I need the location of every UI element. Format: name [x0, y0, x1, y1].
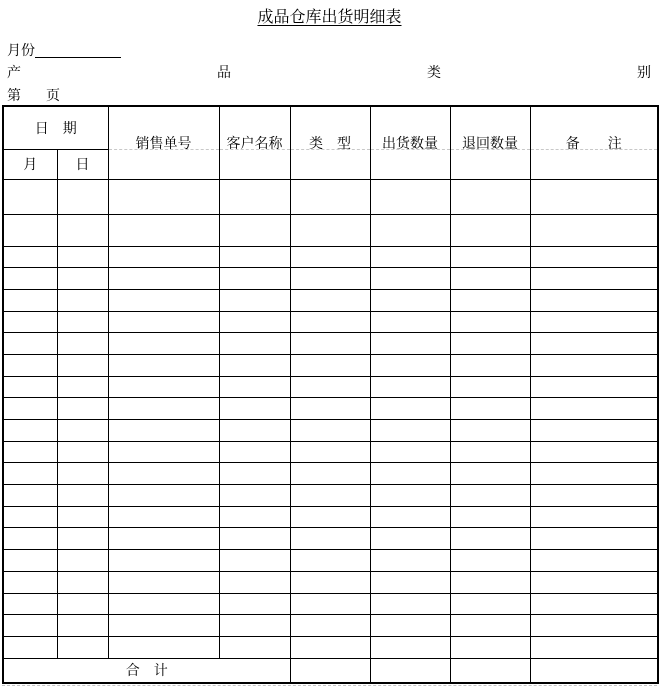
table-cell[interactable]: [290, 485, 370, 507]
table-row: [3, 354, 658, 376]
table-cell[interactable]: [450, 333, 530, 355]
col-header-customer-name: 客户名称: [219, 106, 290, 179]
table-cell[interactable]: [530, 289, 658, 311]
category-char-4: 别: [637, 64, 651, 80]
table-cell[interactable]: [290, 550, 370, 572]
table-cell[interactable]: [290, 593, 370, 615]
table-row: [3, 214, 658, 246]
table-cell[interactable]: [3, 376, 57, 398]
table-cell[interactable]: [530, 268, 658, 290]
table-cell[interactable]: [450, 179, 530, 214]
table-cell[interactable]: [450, 571, 530, 593]
table-cell[interactable]: [290, 311, 370, 333]
table-cell[interactable]: [530, 376, 658, 398]
table-cell[interactable]: [290, 214, 370, 246]
table-cell[interactable]: [290, 354, 370, 376]
table-row: [3, 485, 658, 507]
table-cell[interactable]: [530, 246, 658, 268]
page-gridline: [2, 685, 657, 686]
table-cell[interactable]: [370, 420, 450, 442]
table-cell[interactable]: [108, 485, 219, 507]
shipment-table: [2, 105, 659, 684]
table-cell[interactable]: [370, 354, 450, 376]
table-cell[interactable]: [57, 420, 108, 442]
table-cell[interactable]: [108, 376, 219, 398]
table-cell[interactable]: [3, 268, 57, 290]
table-row: [3, 463, 658, 485]
table-cell[interactable]: [370, 268, 450, 290]
table-cell[interactable]: [370, 441, 450, 463]
table-cell[interactable]: [108, 528, 219, 550]
table-row: [3, 528, 658, 550]
table-cell[interactable]: [108, 615, 219, 637]
table-cell[interactable]: [57, 571, 108, 593]
table-cell[interactable]: [3, 506, 57, 528]
table-row: [3, 376, 658, 398]
table-cell[interactable]: [108, 550, 219, 572]
table-cell[interactable]: [3, 398, 57, 420]
table-cell[interactable]: [3, 214, 57, 246]
table-cell[interactable]: [370, 311, 450, 333]
month-line: [7, 42, 121, 58]
table-cell[interactable]: [108, 420, 219, 442]
table-cell[interactable]: [370, 528, 450, 550]
table-cell[interactable]: [219, 179, 290, 214]
table-cell[interactable]: [3, 593, 57, 615]
table-cell[interactable]: [3, 571, 57, 593]
table-cell[interactable]: [108, 311, 219, 333]
table-cell[interactable]: [219, 485, 290, 507]
col-header-ship-qty: 出货数量: [370, 106, 450, 179]
col-header-type: 类 型: [290, 106, 370, 179]
table-cell[interactable]: [3, 354, 57, 376]
table-cell[interactable]: [219, 333, 290, 355]
table-cell[interactable]: [450, 550, 530, 572]
page-number-line: [7, 87, 60, 103]
table-cell[interactable]: [219, 398, 290, 420]
table-cell[interactable]: [290, 246, 370, 268]
table-cell[interactable]: [530, 311, 658, 333]
total-value-cell[interactable]: [530, 658, 658, 683]
table-row: [3, 593, 658, 615]
table-cell[interactable]: [57, 333, 108, 355]
table-cell[interactable]: [370, 376, 450, 398]
table-cell[interactable]: [57, 179, 108, 214]
table-cell[interactable]: [530, 463, 658, 485]
table-cell[interactable]: [108, 354, 219, 376]
table-cell[interactable]: [290, 528, 370, 550]
table-cell[interactable]: [370, 506, 450, 528]
table-cell[interactable]: [450, 354, 530, 376]
month-blank-field[interactable]: [35, 43, 121, 58]
col-header-day: 日: [57, 149, 108, 179]
table-cell[interactable]: [290, 376, 370, 398]
table-cell[interactable]: [57, 550, 108, 572]
table-cell[interactable]: [290, 615, 370, 637]
table-cell[interactable]: [219, 268, 290, 290]
table-cell[interactable]: [57, 463, 108, 485]
table-cell[interactable]: [57, 354, 108, 376]
table-cell[interactable]: [219, 636, 290, 658]
table-cell[interactable]: [530, 528, 658, 550]
table-cell[interactable]: [450, 420, 530, 442]
table-cell[interactable]: [219, 593, 290, 615]
table-row: [3, 420, 658, 442]
document-title: 成品仓库出货明细表: [257, 9, 402, 26]
table-body: [3, 179, 658, 658]
col-header-remarks: 备 注: [530, 106, 658, 179]
table-cell[interactable]: [290, 441, 370, 463]
table-cell[interactable]: [530, 506, 658, 528]
table-cell[interactable]: [219, 376, 290, 398]
table-cell[interactable]: [108, 506, 219, 528]
table-cell[interactable]: [530, 636, 658, 658]
table-cell[interactable]: [57, 214, 108, 246]
table-cell[interactable]: [450, 593, 530, 615]
table-cell[interactable]: [3, 636, 57, 658]
table-cell[interactable]: [57, 506, 108, 528]
table-cell[interactable]: [57, 376, 108, 398]
table-cell[interactable]: [219, 311, 290, 333]
table-cell[interactable]: [290, 268, 370, 290]
table-cell[interactable]: [3, 246, 57, 268]
table-cell[interactable]: [450, 398, 530, 420]
table-cell[interactable]: [57, 528, 108, 550]
table-cell[interactable]: [530, 398, 658, 420]
table-cell[interactable]: [530, 179, 658, 214]
table-footer: [3, 658, 658, 683]
table-cell[interactable]: [219, 550, 290, 572]
col-header-sales-order: 销售单号: [108, 106, 219, 179]
table-header: [3, 106, 658, 179]
table-cell[interactable]: [108, 179, 219, 214]
table-cell[interactable]: [219, 420, 290, 442]
table-cell[interactable]: [290, 289, 370, 311]
table-cell[interactable]: [108, 398, 219, 420]
table-cell[interactable]: [530, 214, 658, 246]
table-cell[interactable]: [370, 550, 450, 572]
category-char-3: 类: [427, 64, 441, 80]
table-cell[interactable]: [290, 179, 370, 214]
table-cell[interactable]: [450, 615, 530, 637]
category-char-1: 产: [7, 64, 21, 80]
table-cell[interactable]: [450, 246, 530, 268]
table-cell[interactable]: [3, 615, 57, 637]
table-cell[interactable]: [108, 463, 219, 485]
table-cell[interactable]: [450, 214, 530, 246]
table-cell[interactable]: [3, 463, 57, 485]
table-cell[interactable]: [370, 636, 450, 658]
table-cell[interactable]: [108, 593, 219, 615]
table-cell[interactable]: [530, 333, 658, 355]
total-label-cell: 合 计: [3, 658, 290, 683]
table-cell[interactable]: [3, 420, 57, 442]
table-cell[interactable]: [219, 615, 290, 637]
table-cell[interactable]: [370, 615, 450, 637]
table-cell[interactable]: [57, 593, 108, 615]
table-cell[interactable]: [219, 441, 290, 463]
table-cell[interactable]: [450, 463, 530, 485]
table-cell[interactable]: [3, 528, 57, 550]
table-cell[interactable]: [219, 506, 290, 528]
table-cell[interactable]: [108, 636, 219, 658]
table-cell[interactable]: [290, 463, 370, 485]
table-row: [3, 246, 658, 268]
table-cell[interactable]: [108, 441, 219, 463]
col-header-return-qty: 退回数量: [450, 106, 530, 179]
table-cell[interactable]: [290, 506, 370, 528]
table-cell[interactable]: [370, 463, 450, 485]
col-header-month: 月: [3, 149, 57, 179]
total-row: [3, 658, 658, 683]
table-cell[interactable]: [3, 485, 57, 507]
table-row: [3, 268, 658, 290]
table-cell[interactable]: [219, 214, 290, 246]
table-row: [3, 311, 658, 333]
table-cell[interactable]: [530, 485, 658, 507]
table-cell[interactable]: [370, 333, 450, 355]
table-cell[interactable]: [57, 485, 108, 507]
table-cell[interactable]: [57, 636, 108, 658]
table-cell[interactable]: [530, 571, 658, 593]
table-cell[interactable]: [290, 398, 370, 420]
table-cell[interactable]: [370, 246, 450, 268]
table-cell[interactable]: [3, 289, 57, 311]
table-cell[interactable]: [450, 376, 530, 398]
table-row: [3, 506, 658, 528]
table-cell[interactable]: [290, 571, 370, 593]
table-cell[interactable]: [219, 354, 290, 376]
table-row: [3, 636, 658, 658]
total-value-cell[interactable]: [290, 658, 370, 683]
table-cell[interactable]: [3, 441, 57, 463]
page-number-prefix: 第: [7, 87, 21, 103]
table-row: [3, 550, 658, 572]
table-row: [3, 289, 658, 311]
table-cell[interactable]: [3, 179, 57, 214]
table-cell[interactable]: [290, 420, 370, 442]
table-cell[interactable]: [57, 268, 108, 290]
total-value-cell[interactable]: [450, 658, 530, 683]
table-cell[interactable]: [530, 441, 658, 463]
table-row: [3, 615, 658, 637]
table-cell[interactable]: [108, 289, 219, 311]
table-cell[interactable]: [57, 441, 108, 463]
table-cell[interactable]: [3, 311, 57, 333]
table-cell[interactable]: [108, 571, 219, 593]
table-cell[interactable]: [108, 246, 219, 268]
table-cell[interactable]: [450, 506, 530, 528]
table-cell[interactable]: [530, 354, 658, 376]
table-cell[interactable]: [450, 289, 530, 311]
table-cell[interactable]: [370, 179, 450, 214]
table-row: [3, 441, 658, 463]
table-cell[interactable]: [290, 636, 370, 658]
table-cell[interactable]: [108, 214, 219, 246]
table-cell[interactable]: [450, 311, 530, 333]
product-category-line: [7, 64, 651, 80]
table-cell[interactable]: [450, 485, 530, 507]
table-cell[interactable]: [530, 593, 658, 615]
col-header-date: 日 期: [3, 106, 108, 149]
table-cell[interactable]: [3, 333, 57, 355]
table-cell[interactable]: [219, 571, 290, 593]
table-cell[interactable]: [450, 528, 530, 550]
month-label: 月份: [7, 42, 35, 58]
table-cell[interactable]: [108, 268, 219, 290]
table-cell[interactable]: [450, 268, 530, 290]
table-cell[interactable]: [57, 311, 108, 333]
table-row: [3, 333, 658, 355]
table-row: [3, 398, 658, 420]
table-cell[interactable]: [57, 398, 108, 420]
table-cell[interactable]: [450, 636, 530, 658]
table-cell[interactable]: [370, 214, 450, 246]
table-cell[interactable]: [219, 463, 290, 485]
table-cell[interactable]: [450, 441, 530, 463]
table-cell[interactable]: [370, 289, 450, 311]
table-cell[interactable]: [219, 246, 290, 268]
table-cell[interactable]: [3, 550, 57, 572]
table-cell[interactable]: [57, 615, 108, 637]
table-cell[interactable]: [370, 571, 450, 593]
table-cell[interactable]: [108, 333, 219, 355]
page-number-suffix: 页: [46, 87, 60, 103]
table-cell[interactable]: [290, 333, 370, 355]
table-cell[interactable]: [370, 593, 450, 615]
table-cell[interactable]: [219, 289, 290, 311]
table-row: [3, 179, 658, 214]
table-cell[interactable]: [57, 289, 108, 311]
table-cell[interactable]: [530, 420, 658, 442]
table-cell[interactable]: [370, 398, 450, 420]
table-cell[interactable]: [370, 485, 450, 507]
category-char-2: 品: [217, 64, 231, 80]
table-cell[interactable]: [530, 615, 658, 637]
table-cell[interactable]: [219, 528, 290, 550]
table-cell[interactable]: [57, 246, 108, 268]
total-value-cell[interactable]: [370, 658, 450, 683]
table-cell[interactable]: [530, 550, 658, 572]
table-row: [3, 571, 658, 593]
